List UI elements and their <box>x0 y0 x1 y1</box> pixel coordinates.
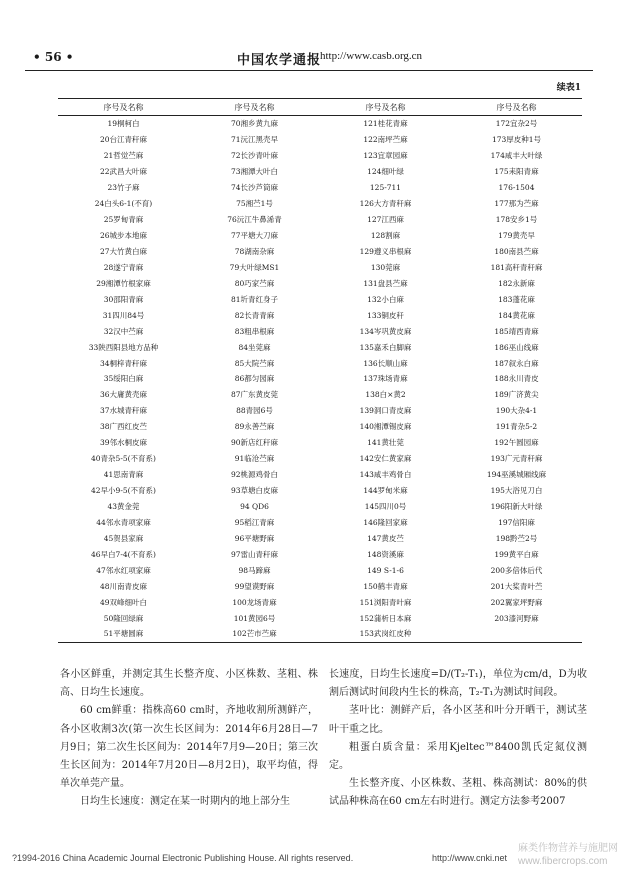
table-cell: 143咸丰鸡骨白 <box>359 470 412 480</box>
page-number: • 56 • <box>33 50 74 64</box>
table-cell: 176-1504 <box>498 183 535 193</box>
column-header: 序号及名称 <box>451 99 582 116</box>
table-cell: 126大方青秆麻 <box>359 199 412 209</box>
table-cell: 98马蹄麻 <box>238 565 271 575</box>
table-cell: 35绥阳白麻 <box>103 374 144 384</box>
table-row <box>58 180 582 196</box>
table-row <box>58 355 582 371</box>
table-cell: 177那为苎麻 <box>494 199 539 209</box>
table-row <box>58 116 582 132</box>
table-cell: 181高秆青秆麻 <box>490 262 543 272</box>
table-row <box>58 387 582 403</box>
table-cell: 88青园6号 <box>236 406 273 416</box>
table-cell: 125-711 <box>369 183 402 193</box>
paragraph: 60 cm鲜重：指株高60 cm时，齐地收割所测鲜产，各小区收割3次(第一次生长区间为：2014年6月28日—7月9日；第二次生长区间为：2014年7月9—20日；第三次生长区间为：2014年7月20日—8月2日)，取平均值，得单次单莞产量。 <box>60 705 318 790</box>
table-cell: 91临沧苎麻 <box>234 454 275 464</box>
copyright-footer: ?1994-2016 China Academic Journal Electronic Publishing House. All rights reserved. <box>12 853 354 863</box>
table-cell: 175耒阳青麻 <box>494 167 539 177</box>
table-cell: 146隆回家麻 <box>363 517 408 527</box>
table-cell: 71沅江黑壳早 <box>230 135 279 145</box>
paragraph: 粗蛋白质含量：采用Kjeltec™8400凯氏定氮仪测定。 <box>329 741 587 772</box>
table-cell: 197信阳麻 <box>498 517 535 527</box>
table-cell: 89永善苎麻 <box>234 422 275 432</box>
paragraph: 各小区鲜重，并测定其生长整齐度、小区株数、茎粗、株高、日均生长速度。 <box>60 669 318 699</box>
table-cell: 33陕西阳县地方品种 <box>88 342 159 352</box>
table-cell: 20台江青秆麻 <box>99 135 148 145</box>
table-row <box>58 323 582 339</box>
table-cell: 188永川青皮 <box>494 374 539 384</box>
table-cell: 32汉中苎麻 <box>103 326 144 336</box>
table-cell: 184黄花麻 <box>498 310 535 320</box>
journal-url: http://www.casb.org.cn <box>320 50 423 62</box>
table-cell: 128割麻 <box>370 231 401 241</box>
table-cell: 45贺县家麻 <box>103 533 144 543</box>
table-cell: 178安乡1号 <box>495 215 538 225</box>
table-cell: 122南坪苎麻 <box>363 135 408 145</box>
table-cell: 132小白麻 <box>367 294 404 304</box>
table-row <box>58 610 582 626</box>
table-cell: 199黄平白麻 <box>494 549 539 559</box>
table-cell: 123宜章园麻 <box>363 151 408 161</box>
table-cell: 149 S-1-6 <box>367 565 404 575</box>
table-cell: 27大竹黄白麻 <box>99 246 148 256</box>
table-cell: 72长沙青叶麻 <box>230 151 279 161</box>
table-cell: 84坐莞麻 <box>238 342 271 352</box>
table-cell: 47邻水红项家麻 <box>96 565 151 575</box>
table-cell: 42早小9-5(不育系) <box>91 486 156 496</box>
table-row <box>58 514 582 530</box>
table-cell: 137珠场青麻 <box>363 374 408 384</box>
table-row <box>58 148 582 164</box>
table-cell: 186巫山线麻 <box>494 342 539 352</box>
page-header <box>25 50 590 66</box>
table-cell: 194巫溪城厢线麻 <box>486 470 547 480</box>
table-cell: 25罗甸青麻 <box>103 215 144 225</box>
table-cell: 48川南青皮麻 <box>99 581 148 591</box>
table-cell: 80巧家苎麻 <box>234 278 275 288</box>
table-cell: 46早白7-4(不育系) <box>91 549 156 559</box>
table-cell: 198黔苎2号 <box>495 533 538 543</box>
table-cell: 151浏阳青叶麻 <box>359 597 412 607</box>
table-cell: 96平塘野麻 <box>234 533 275 543</box>
table-cell: 99望谟野麻 <box>234 581 275 591</box>
table-cell: 174咸丰大叶绿 <box>490 151 543 161</box>
table-cell: 92桃源鸡骨白 <box>230 470 279 480</box>
table-cell: 50隆回绿麻 <box>103 613 144 623</box>
table-cell: 179黄壳早 <box>498 231 535 241</box>
table-row <box>58 467 582 483</box>
table-cell: 142安仁黄家麻 <box>359 454 412 464</box>
table-row <box>58 594 582 610</box>
table-cell: 121桂花青麻 <box>363 119 408 129</box>
table-row <box>58 212 582 228</box>
table-cell: 147黄皮苎 <box>367 533 404 543</box>
table-cell: 37水城青秆麻 <box>99 406 148 416</box>
table-cell: 97雷山青秆麻 <box>230 549 279 559</box>
table-continuation-label: 续表1 <box>556 83 581 93</box>
table-cell: 22武昌大叶麻 <box>99 167 148 177</box>
table-cell: 23竹子麻 <box>107 183 140 193</box>
table-cell: 131盘县苎麻 <box>363 278 408 288</box>
table-cell <box>451 626 582 642</box>
table-cell: 94 QD6 <box>240 501 269 511</box>
table-cell: 200多倍体后代 <box>490 565 543 575</box>
table-cell: 75湘苎1号 <box>236 199 273 209</box>
table-cell: 21哲觉苎麻 <box>103 151 144 161</box>
column-header: 序号及名称 <box>58 99 189 116</box>
table-cell: 49双峰细叶白 <box>99 597 148 607</box>
table-cell: 130莞麻 <box>370 262 401 272</box>
table-cell: 191青杂5-2 <box>495 422 538 432</box>
table-cell: 203漆河野麻 <box>494 613 539 623</box>
table-cell: 19桐柯白 <box>107 119 140 129</box>
table-cell: 129遵义串根麻 <box>359 246 412 256</box>
watermark-url: www.fibercrops.com <box>518 856 608 867</box>
table-cell: 95稻江青麻 <box>234 517 275 527</box>
table-row <box>58 164 582 180</box>
table-row <box>58 530 582 546</box>
table-row <box>58 291 582 307</box>
table-row <box>58 132 582 148</box>
table-cell: 134岑巩黄皮麻 <box>359 326 412 336</box>
table-cell: 101黄园6号 <box>233 613 276 623</box>
body-text-left-column <box>60 666 318 812</box>
table-cell: 189广济黄尖 <box>494 390 539 400</box>
table-cell: 26城步本地麻 <box>99 231 148 241</box>
table-cell: 133铜皮秆 <box>367 310 404 320</box>
table-cell: 82长青青麻 <box>234 310 275 320</box>
table-cell: 196阳新大叶绿 <box>490 501 543 511</box>
table-row <box>58 451 582 467</box>
table-cell: 93草塘白皮麻 <box>230 486 279 496</box>
table-cell: 76沅江牛鼻浠青 <box>227 215 282 225</box>
table-cell: 83粗串根麻 <box>234 326 275 336</box>
table-cell: 185靖西青麻 <box>494 326 539 336</box>
table-cell: 140湘潭锡皮麻 <box>359 422 412 432</box>
table-cell: 136长顺山麻 <box>363 358 408 368</box>
table-row <box>58 435 582 451</box>
table-row <box>58 275 582 291</box>
table-cell: 41思南青麻 <box>103 470 144 480</box>
table-cell: 24白头6-1(不育) <box>94 199 153 209</box>
table-cell: 102芒市苎麻 <box>189 626 320 642</box>
table-row <box>58 562 582 578</box>
table-cell: 90新店红秆麻 <box>230 438 279 448</box>
table-cell: 153武岗红皮种 <box>320 626 451 642</box>
column-header: 序号及名称 <box>189 99 320 116</box>
table-row <box>58 244 582 260</box>
table-row <box>58 403 582 419</box>
paragraph: 生长整齐度、小区株数、茎粗、株高测试：80%的供试品种株高在60 cm左右时进行。测定方法参考2007 <box>329 778 587 808</box>
table-cell: 44邻水青项家麻 <box>96 517 151 527</box>
table-cell: 30邵阳青麻 <box>103 294 144 304</box>
table-cell: 201大桨青叶苎 <box>490 581 543 591</box>
table-cell: 39邻水桐皮麻 <box>99 438 148 448</box>
table-cell: 192午圆园麻 <box>494 438 539 448</box>
table-cell: 74长沙芦筒麻 <box>230 183 279 193</box>
table-cell: 152蒲析日本麻 <box>359 613 412 623</box>
paragraph: 茎叶比：测鲜产后，各小区茎和叶分开晒干，测试茎叶干重之比。 <box>329 705 587 735</box>
table-cell: 138白×黄2 <box>365 390 406 400</box>
table-cell: 183蓬花麻 <box>498 294 535 304</box>
table-cell: 182永新麻 <box>498 278 535 288</box>
table-cell: 79大叶绿MS1 <box>229 262 280 272</box>
table-cell: 73湘潭大叶白 <box>230 167 279 177</box>
header-rule <box>25 70 593 71</box>
table-row <box>58 626 582 642</box>
table-cell: 127江西麻 <box>367 215 404 225</box>
table-cell: 38广西红皮苎 <box>99 422 148 432</box>
table-row <box>58 546 582 562</box>
table-cell: 144罗甸米麻 <box>363 486 408 496</box>
paragraph: 日均生长速度：测定在某一时期内的地上部分生 <box>80 796 290 808</box>
column-header: 序号及名称 <box>320 99 451 116</box>
table-cell: 148资溪麻 <box>367 549 404 559</box>
paragraph: 长速度，日均生长速度=D/(T₂-T₁)，单位为cm/d，D为收割后测试时间段内生长的株高，T₂-T₁为测试时间段。 <box>329 669 587 699</box>
table-row <box>58 419 582 435</box>
table-row <box>58 483 582 499</box>
cnki-link[interactable]: http://www.cnki.net <box>432 853 508 863</box>
table-cell: 70湘乡黄九麻 <box>230 119 279 129</box>
table-cell: 172宜杂2号 <box>495 119 538 129</box>
table-cell: 29湘潭竹根家麻 <box>96 278 151 288</box>
table-row <box>58 339 582 355</box>
table-cell: 173厚皮种1号 <box>491 135 542 145</box>
table-cell: 43黄金莞 <box>107 501 140 511</box>
journal-title: 中国农学通报 <box>237 53 322 68</box>
cultivar-table <box>58 98 582 643</box>
table-cell: 145四川0号 <box>364 501 407 511</box>
table-cell: 187叙永白麻 <box>494 358 539 368</box>
table-cell: 31四川84号 <box>102 310 145 320</box>
table-cell: 135嘉禾白脚麻 <box>359 342 412 352</box>
table-cell: 180南县苎麻 <box>494 246 539 256</box>
table-cell: 141黄壮莞 <box>367 438 404 448</box>
table-row <box>58 578 582 594</box>
table-cell: 51平塘圆麻 <box>58 626 189 642</box>
table-cell: 100龙场青麻 <box>232 597 277 607</box>
table-cell: 150鹤丰青麻 <box>363 581 408 591</box>
watermark-text: 麻类作物营养与施肥网 <box>518 843 618 854</box>
table-cell: 202翼家坪野麻 <box>490 597 543 607</box>
table-cell: 78湖南杂麻 <box>234 246 275 256</box>
table-body <box>58 116 582 643</box>
table-header-row <box>58 99 582 116</box>
table-cell: 195大浴见刀白 <box>490 486 543 496</box>
table-row <box>58 259 582 275</box>
table-row <box>58 499 582 515</box>
table-cell: 85大院苎麻 <box>234 358 275 368</box>
table-cell: 77平塘大刀麻 <box>230 231 279 241</box>
table-cell: 81圻青红身子 <box>230 294 279 304</box>
table-cell: 34桐梓青秆麻 <box>99 358 148 368</box>
table-row <box>58 307 582 323</box>
body-text-right-column <box>329 666 587 812</box>
table-row <box>58 228 582 244</box>
table-cell: 28遂宁青麻 <box>103 262 144 272</box>
table-cell: 190大杂4-1 <box>495 406 538 416</box>
table-row <box>58 196 582 212</box>
table-cell: 124细叶绿 <box>367 167 404 177</box>
table-cell: 86都匀园麻 <box>234 374 275 384</box>
table-cell: 40青杂5-5(不育系) <box>91 454 156 464</box>
table-cell: 36大庸黄壳麻 <box>99 390 148 400</box>
table-row <box>58 371 582 387</box>
table-cell: 193广元青秆麻 <box>490 454 543 464</box>
table-cell: 87广东黄皮莞 <box>230 390 279 400</box>
table-cell: 139洞口青皮麻 <box>359 406 412 416</box>
